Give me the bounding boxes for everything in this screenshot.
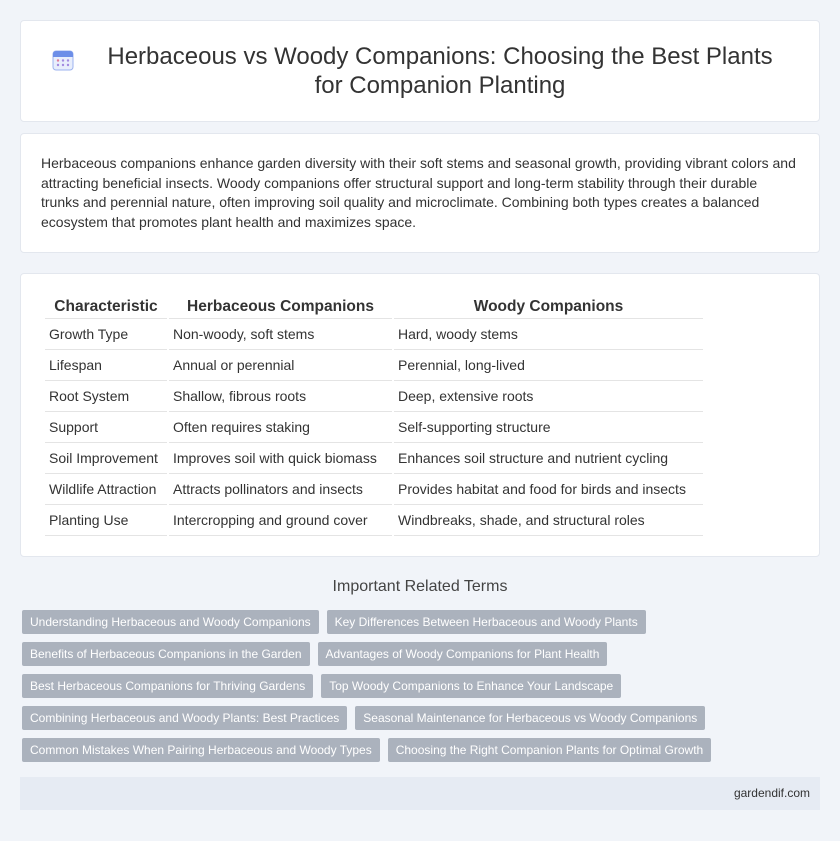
related-tag[interactable]: Benefits of Herbaceous Companions in the Garden xyxy=(22,642,310,666)
table-row xyxy=(45,381,703,412)
cell-characteristic: Soil Improvement xyxy=(45,443,167,474)
cell-characteristic: Growth Type xyxy=(45,319,167,350)
intro-card xyxy=(20,133,820,253)
related-tag[interactable]: Seasonal Maintenance for Herbaceous vs Woody Companions xyxy=(355,706,705,730)
cell-woody: Deep, extensive roots xyxy=(394,381,703,412)
footer xyxy=(20,777,820,810)
related-tags xyxy=(22,610,822,770)
related-tag[interactable]: Advantages of Woody Companions for Plant Health xyxy=(318,642,608,666)
cell-woody: Provides habitat and food for birds and insects xyxy=(394,474,703,505)
related-tag[interactable]: Top Woody Companions to Enhance Your Landscape xyxy=(321,674,621,698)
tag-row xyxy=(22,738,822,770)
cell-characteristic: Support xyxy=(45,412,167,443)
table-row xyxy=(45,412,703,443)
header-woody: Woody Companions xyxy=(394,296,703,319)
cell-woody: Enhances soil structure and nutrient cycling xyxy=(394,443,703,474)
header-herbaceous: Herbaceous Companions xyxy=(169,296,392,319)
header-characteristic: Characteristic xyxy=(45,296,167,319)
cell-characteristic: Root System xyxy=(45,381,167,412)
cell-characteristic: Wildlife Attraction xyxy=(45,474,167,505)
comparison-table xyxy=(43,296,705,536)
table-row xyxy=(45,350,703,381)
cell-herbaceous: Annual or perennial xyxy=(169,350,392,381)
related-terms-title: Important Related Terms xyxy=(332,578,508,595)
table-row xyxy=(45,474,703,505)
tag-row xyxy=(22,706,822,738)
table-row xyxy=(45,443,703,474)
table-row xyxy=(45,505,703,536)
header-inner xyxy=(51,21,789,121)
table-header-row xyxy=(45,296,703,319)
footer-site-link[interactable]: gardendif.com xyxy=(733,786,810,800)
related-tag[interactable]: Common Mistakes When Pairing Herbaceous and Woody Types xyxy=(22,738,380,762)
tag-row xyxy=(22,610,822,642)
tag-row xyxy=(22,642,822,674)
cell-herbaceous: Improves soil with quick biomass xyxy=(169,443,392,474)
cell-herbaceous: Attracts pollinators and insects xyxy=(169,474,392,505)
intro-paragraph: Herbaceous companions enhance garden diversity with their soft stems and seasonal growth, providing vibrant colors and attracting beneficial insects. Woody companions offer structural support and long-term stability through their durable trunks and perennial nature, often improving soil quality and microclimate. Combining both types creates a balanced ecosystem that promotes plant health and maximizes space. xyxy=(41,155,796,230)
cell-herbaceous: Intercropping and ground cover xyxy=(169,505,392,536)
related-tag[interactable]: Combining Herbaceous and Woody Plants: Best Practices xyxy=(22,706,347,730)
cell-woody: Self-supporting structure xyxy=(394,412,703,443)
tag-row xyxy=(22,674,822,706)
cell-characteristic: Planting Use xyxy=(45,505,167,536)
header-card xyxy=(20,20,820,122)
cell-herbaceous: Non-woody, soft stems xyxy=(169,319,392,350)
related-tag[interactable]: Key Differences Between Herbaceous and Woody Plants xyxy=(327,610,646,634)
page-title: Herbaceous vs Woody Companions: Choosing the Best Plants for Companion Planting xyxy=(107,43,773,99)
related-tag[interactable]: Understanding Herbaceous and Woody Companions xyxy=(22,610,319,634)
cell-herbaceous: Often requires staking xyxy=(169,412,392,443)
cell-woody: Hard, woody stems xyxy=(394,319,703,350)
comparison-card xyxy=(20,273,820,557)
cell-woody: Perennial, long-lived xyxy=(394,350,703,381)
related-tag[interactable]: Best Herbaceous Companions for Thriving Gardens xyxy=(22,674,313,698)
related-tag[interactable]: Choosing the Right Companion Plants for Optimal Growth xyxy=(388,738,711,762)
cell-woody: Windbreaks, shade, and structural roles xyxy=(394,505,703,536)
cell-herbaceous: Shallow, fibrous roots xyxy=(169,381,392,412)
cell-characteristic: Lifespan xyxy=(45,350,167,381)
table-row xyxy=(45,319,703,350)
